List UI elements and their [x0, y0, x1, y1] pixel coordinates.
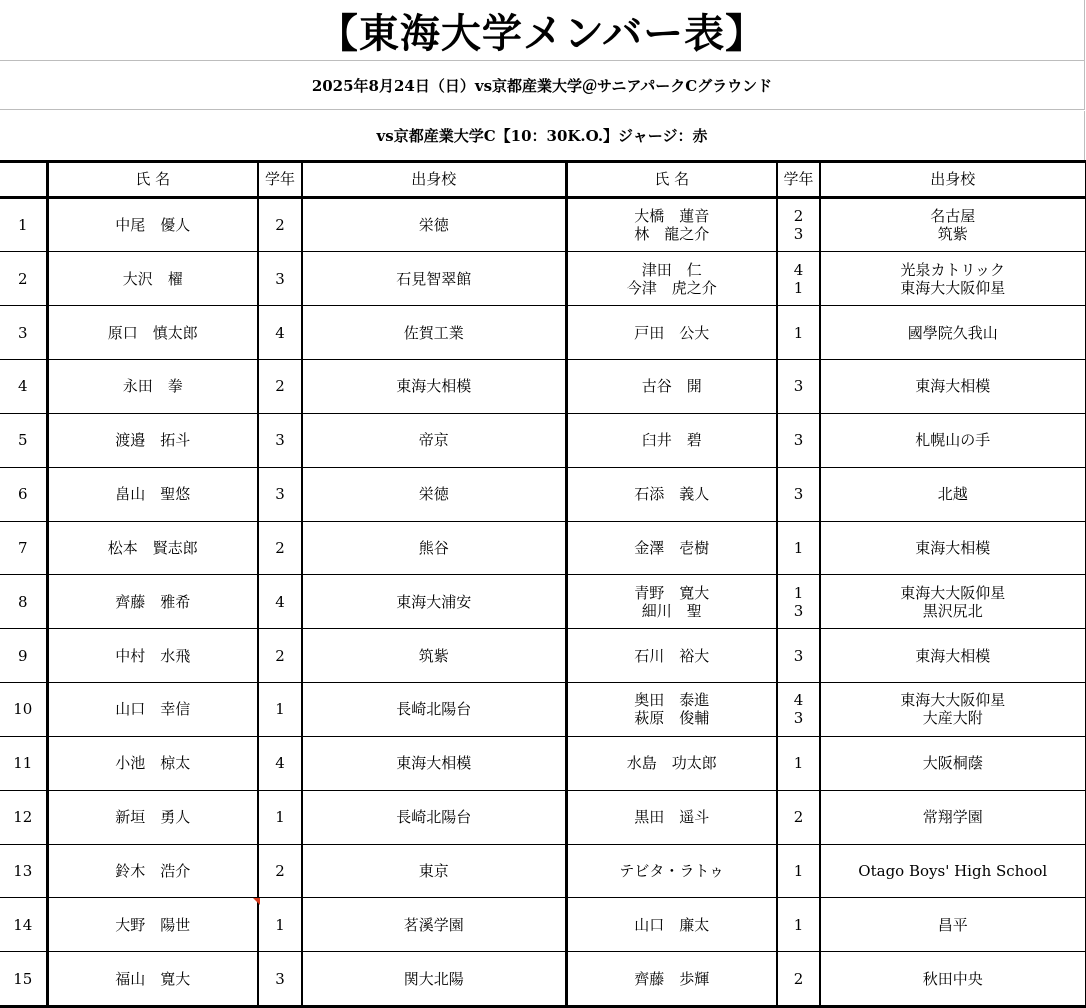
player-number: 7 [0, 521, 47, 575]
player-number: 3 [0, 306, 47, 360]
reserve-grade-line: 1 [793, 538, 804, 557]
table-row [0, 521, 1086, 575]
player-school: 東京 [302, 844, 566, 898]
reserve-school-line: 大産大附 [922, 709, 983, 728]
reserve-grade [777, 629, 820, 683]
player-name: 鈴木 浩介 [47, 844, 258, 898]
player-name: 齊藤 雅希 [47, 575, 258, 629]
reserve-school [820, 413, 1086, 467]
table-header-row [0, 162, 1086, 198]
table-row [0, 360, 1086, 414]
reserve-grade [777, 898, 820, 952]
player-grade: 1 [258, 683, 302, 737]
reserve-grade-line: 4 [793, 691, 804, 710]
reserve-school-line: 筑紫 [937, 224, 968, 243]
reserve-school-line: 東海大相模 [915, 538, 991, 557]
player-school: 長崎北陽台 [302, 683, 566, 737]
reserve-grade [777, 736, 820, 790]
table-row [0, 197, 1086, 252]
reserve-name-line: 古谷 開 [641, 377, 702, 396]
member-table [0, 160, 1086, 1008]
reserve-grade-line: 3 [793, 601, 804, 620]
table-row [0, 413, 1086, 467]
reserve-name-line: 林 龍之介 [634, 224, 710, 243]
reserve-school [820, 360, 1086, 414]
player-name: 畠山 聖悠 [47, 467, 258, 521]
table-row [0, 952, 1086, 1007]
player-name: 中村 水飛 [47, 629, 258, 683]
reserve-school [820, 575, 1086, 629]
reserve-grade-line: 4 [793, 260, 804, 279]
player-number: 12 [0, 790, 47, 844]
reserve-name [566, 575, 777, 629]
reserve-grade [777, 413, 820, 467]
reserve-name [566, 252, 777, 306]
reserve-name-line: 水島 功太郎 [626, 754, 717, 773]
table-row [0, 683, 1086, 737]
reserve-name [566, 952, 777, 1007]
player-grade: 3 [258, 952, 302, 1007]
reserve-grade [777, 360, 820, 414]
reserve-grade-line: 1 [793, 583, 804, 602]
player-grade: 4 [258, 736, 302, 790]
reserve-grade-line: 1 [793, 323, 804, 342]
player-name: 大沢 櫂 [47, 252, 258, 306]
reserve-name [566, 790, 777, 844]
player-school: 栄徳 [302, 197, 566, 252]
player-number: 15 [0, 952, 47, 1007]
reserve-grade-line: 3 [793, 224, 804, 243]
reserve-name [566, 521, 777, 575]
player-number: 6 [0, 467, 47, 521]
player-name: 松本 賢志郎 [47, 521, 258, 575]
reserve-school-line: 秋田中央 [922, 969, 983, 988]
player-grade: 1 [258, 790, 302, 844]
player-number: 14 [0, 898, 47, 952]
reserve-grade [777, 197, 820, 252]
reserve-grade-line: 3 [793, 431, 804, 450]
reserve-grade-line: 1 [793, 278, 804, 297]
reserve-grade-line: 2 [793, 206, 804, 225]
player-name: 大野 陽世 [47, 898, 258, 952]
reserve-grade [777, 790, 820, 844]
player-name: 福山 寛大 [47, 952, 258, 1007]
header-grade: 学年 [258, 162, 302, 198]
reserve-name [566, 306, 777, 360]
reserve-school-line: 名古屋 [930, 206, 976, 225]
reserve-school-line: 東海大大阪仰星 [900, 691, 1006, 710]
player-grade: 1 [258, 898, 302, 952]
reserve-grade-line: 3 [793, 485, 804, 504]
reserve-school-line: 光泉カトリック [900, 260, 1005, 279]
player-school: 東海大相模 [302, 736, 566, 790]
reserve-name-line: 戸田 公大 [634, 323, 710, 342]
reserve-name-line: 萩原 俊輔 [634, 709, 710, 728]
reserve-name-line: 奥田 泰進 [634, 691, 710, 710]
reserve-school [820, 629, 1086, 683]
reserve-school-line: 北越 [937, 485, 968, 504]
reserve-name-line: 金澤 壱樹 [634, 538, 710, 557]
reserve-school [820, 467, 1086, 521]
player-number: 1 [0, 197, 47, 252]
player-number: 13 [0, 844, 47, 898]
player-grade: 2 [258, 844, 302, 898]
table-row [0, 575, 1086, 629]
reserve-grade [777, 575, 820, 629]
reserve-name-line: 齊藤 歩輝 [634, 969, 710, 988]
reserve-grade-line: 3 [793, 646, 804, 665]
reserve-name [566, 844, 777, 898]
reserve-school [820, 306, 1086, 360]
header-school-reserve: 出身校 [820, 162, 1086, 198]
reserve-name-line: 黒田 遥斗 [634, 808, 710, 827]
reserve-name [566, 197, 777, 252]
reserve-grade [777, 683, 820, 737]
player-grade: 3 [258, 252, 302, 306]
reserve-grade [777, 467, 820, 521]
player-number: 11 [0, 736, 47, 790]
player-name: 新垣 勇人 [47, 790, 258, 844]
reserve-school-line: 東海大大阪仰星 [900, 278, 1006, 297]
reserve-school [820, 521, 1086, 575]
player-grade: 3 [258, 467, 302, 521]
player-number: 10 [0, 683, 47, 737]
player-school: 東海大浦安 [302, 575, 566, 629]
player-number: 4 [0, 360, 47, 414]
reserve-school [820, 736, 1086, 790]
reserve-name [566, 898, 777, 952]
reserve-school [820, 844, 1086, 898]
header-number [0, 162, 47, 198]
player-grade: 2 [258, 360, 302, 414]
reserve-grade [777, 252, 820, 306]
table-row [0, 844, 1086, 898]
player-school: 長崎北陽台 [302, 790, 566, 844]
table-row [0, 306, 1086, 360]
reserve-name-line: 大橋 蓮音 [634, 206, 710, 225]
table-row [0, 467, 1086, 521]
player-grade: 2 [258, 629, 302, 683]
reserve-name-line: テビタ・ラトゥ [619, 861, 725, 880]
reserve-grade [777, 952, 820, 1007]
player-grade: 4 [258, 575, 302, 629]
player-number: 2 [0, 252, 47, 306]
table-row [0, 790, 1086, 844]
player-number: 8 [0, 575, 47, 629]
reserve-school [820, 952, 1086, 1007]
player-school: 筑紫 [302, 629, 566, 683]
reserve-school [820, 683, 1086, 737]
player-school: 東海大相模 [302, 360, 566, 414]
reserve-school [820, 197, 1086, 252]
reserve-name [566, 683, 777, 737]
player-number: 5 [0, 413, 47, 467]
player-name: 永田 拳 [47, 360, 258, 414]
table-row [0, 898, 1086, 952]
table-row [0, 629, 1086, 683]
reserve-name-line: 臼井 碧 [641, 431, 702, 450]
player-grade: 2 [258, 197, 302, 252]
reserve-grade [777, 844, 820, 898]
reserve-name-line: 山口 廉太 [634, 915, 710, 934]
reserve-name-line: 細川 聖 [641, 601, 702, 620]
player-name: 原口 慎太郎 [47, 306, 258, 360]
table-row [0, 736, 1086, 790]
reserve-name [566, 629, 777, 683]
player-name: 小池 椋太 [47, 736, 258, 790]
player-school: 茗溪学園 [302, 898, 566, 952]
player-name: 山口 幸信 [47, 683, 258, 737]
comment-indicator-icon[interactable] [253, 898, 260, 905]
reserve-school-line: 札幌山の手 [915, 431, 991, 450]
header-name: 氏 名 [47, 162, 258, 198]
reserve-grade-line: 1 [793, 915, 804, 934]
reserve-name [566, 413, 777, 467]
header-name-reserve: 氏 名 [566, 162, 777, 198]
reserve-school-line: 大阪桐蔭 [922, 754, 983, 773]
reserve-name-line: 青野 寛大 [634, 583, 710, 602]
reserve-grade [777, 521, 820, 575]
reserve-grade-line: 2 [793, 969, 804, 988]
reserve-grade-line: 1 [793, 754, 804, 773]
player-grade: 2 [258, 521, 302, 575]
header-grade-reserve: 学年 [777, 162, 820, 198]
player-grade: 4 [258, 306, 302, 360]
page-title: 【東海大学メンバー表】 [0, 0, 1085, 61]
reserve-school [820, 898, 1086, 952]
player-school: 佐賀工業 [302, 306, 566, 360]
reserve-grade-line: 2 [793, 808, 804, 827]
player-name: 渡邉 拓斗 [47, 413, 258, 467]
player-number: 9 [0, 629, 47, 683]
player-school: 石見智翠館 [302, 252, 566, 306]
player-grade: 3 [258, 413, 302, 467]
reserve-name-line: 石川 裕大 [634, 646, 710, 665]
match-info: 2025年8月24日（日）vs京都産業大学＠サニアパークCグラウンド [0, 61, 1085, 110]
reserve-grade-line: 3 [793, 709, 804, 728]
reserve-school [820, 790, 1086, 844]
header-school: 出身校 [302, 162, 566, 198]
reserve-school-line: 常翔学園 [922, 808, 983, 827]
team-info: vs京都産業大学C【10：30K.O.】ジャージ：赤 [0, 111, 1085, 160]
reserve-school-line: 黒沢尻北 [922, 601, 983, 620]
reserve-grade-line: 1 [793, 861, 804, 880]
reserve-name-line: 今津 虎之介 [626, 278, 717, 297]
reserve-school-line: 國學院久我山 [907, 323, 998, 342]
reserve-grade [777, 306, 820, 360]
player-school: 熊谷 [302, 521, 566, 575]
reserve-name-line: 石添 義人 [634, 485, 710, 504]
player-school: 帝京 [302, 413, 566, 467]
player-school: 栄徳 [302, 467, 566, 521]
reserve-grade-line: 3 [793, 377, 804, 396]
reserve-school-line: 東海大大阪仰星 [900, 583, 1006, 602]
player-school: 関大北陽 [302, 952, 566, 1007]
reserve-name [566, 360, 777, 414]
reserve-school-line: 昌平 [937, 915, 968, 934]
table-row [0, 252, 1086, 306]
reserve-school-line: 東海大相模 [915, 646, 991, 665]
reserve-school-line: Otago Boys' High School [858, 861, 1048, 880]
reserve-name [566, 467, 777, 521]
reserve-school-line: 東海大相模 [915, 377, 991, 396]
reserve-name [566, 736, 777, 790]
player-name: 中尾 優人 [47, 197, 258, 252]
reserve-school [820, 252, 1086, 306]
reserve-name-line: 津田 仁 [641, 260, 702, 279]
